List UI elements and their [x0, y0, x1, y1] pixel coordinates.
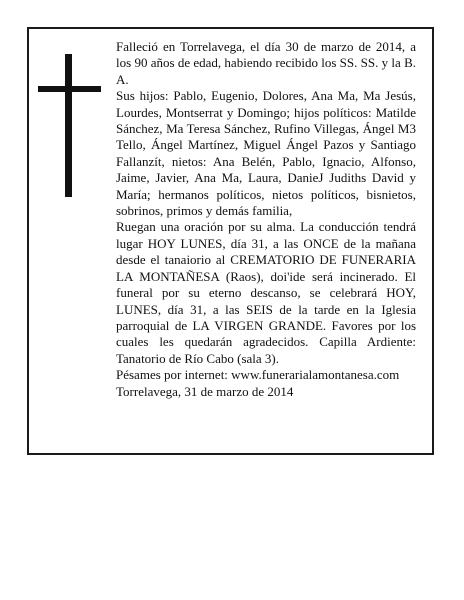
funeral-details: Ruegan una oración por su alma. La conducción tendrá lugar HOY LUNES, día 31, a las ONCE de la mañana desde el tanaiorio al CREMATORIO DE FUNERARIA LA MONTAÑESA (Raos), doi'ide será incinerado. El funeral por su eterno descanso, se celebrará HOY, LUNES, día 31, a las SEIS de la tarde en la Iglesia parroquial de LA VIRGEN GRANDE. Favores por los cuales les quedarán agradecidos. Capilla Ardiente: Tanatorio de Río Cabo (sala 3).: [116, 219, 416, 366]
place-and-date: Torrelavega, 31 de marzo de 2014: [116, 383, 294, 399]
death-announcement: Falleció en Torrelavega, el día 30 de marzo de 2014, a los 90 años de edad, habiendo recibido los SS. SS. y la B. A.: [116, 39, 416, 87]
cross-vertical-bar: [65, 54, 72, 197]
family-list: Sus hijos: Pablo, Eugenio, Dolores, Ana Ma, Ma Jesús, Lourdes, Montserrat y Domingo; hijos políticos: Matilde Sánchez, Ma Teresa Sánchez, Rufino Villegas, Ángel M3 Tello, Ángel Martínez, Miguel Ángel Pazos y Santiago Fallanzít, nietos: Ana Belén, Pablo, Ignacio, Alfonso, Jaime, Javier, Ana Ma, Laura, DanieJ Judiths David y María; hermanos políticos, nietos políticos, bisnietos, sobrinos, primos y demás familia,: [116, 88, 416, 219]
condolences-line: Pésames por internet: www.funerarialamontanesa.com: [116, 367, 400, 383]
latin-cross-icon: [38, 54, 101, 197]
notice-text: [116, 39, 416, 400]
cross-horizontal-bar: [38, 86, 101, 92]
